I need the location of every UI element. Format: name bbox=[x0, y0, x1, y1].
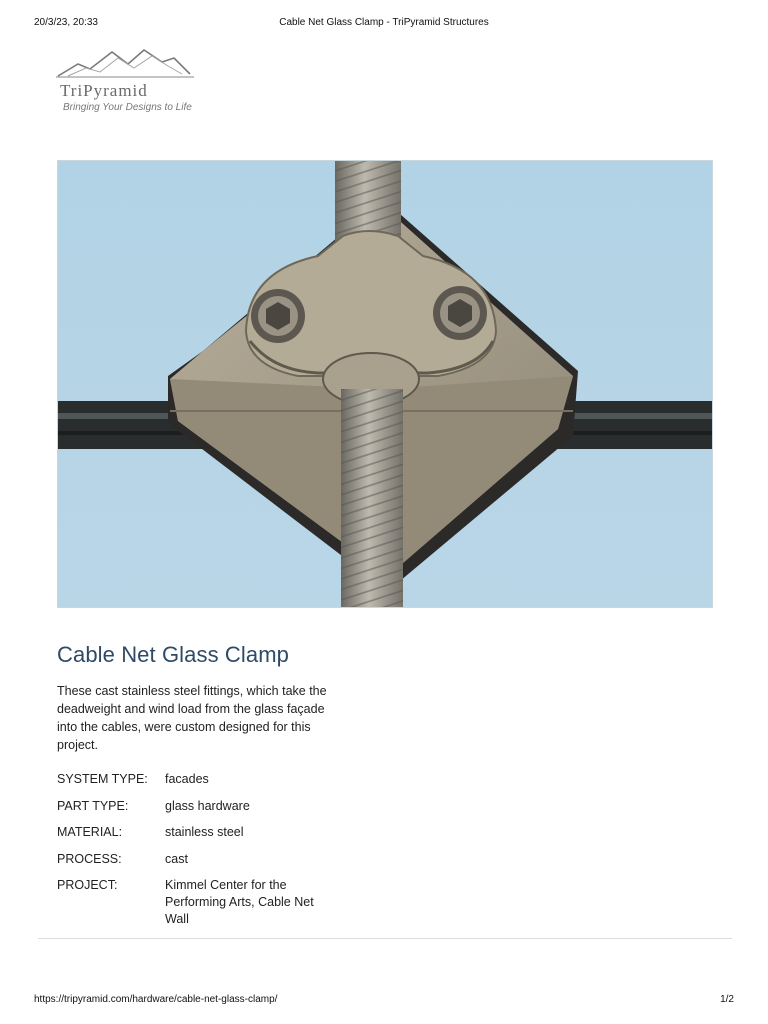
spec-value[interactable]: facades bbox=[165, 772, 209, 786]
spec-value[interactable]: glass hardware bbox=[165, 799, 250, 813]
section-divider bbox=[38, 938, 732, 939]
spec-label: PART TYPE: bbox=[57, 799, 129, 813]
spec-value[interactable]: cast bbox=[165, 852, 188, 866]
spec-value[interactable]: Kimmel Center for the Performing Arts, Cable Net Wall bbox=[165, 878, 314, 926]
print-datetime: 20/3/23, 20:33 bbox=[34, 17, 98, 28]
brand-name: TriPyramid bbox=[60, 81, 148, 100]
spec-label: PROCESS: bbox=[57, 852, 122, 866]
spec-value[interactable]: stainless steel bbox=[165, 825, 244, 839]
cable-clamp-photo bbox=[58, 161, 713, 608]
print-footer bbox=[0, 994, 768, 1008]
print-header bbox=[0, 17, 768, 31]
mountain-peaks-icon bbox=[56, 44, 196, 80]
spec-label: PROJECT: bbox=[57, 878, 118, 892]
product-title: Cable Net Glass Clamp bbox=[57, 642, 289, 667]
print-page-title: Cable Net Glass Clamp - TriPyramid Structures bbox=[279, 17, 489, 28]
product-description: These cast stainless steel fittings, which take the deadweight and wind load from the glass façade into the cables, were custom designed for this project. bbox=[57, 684, 327, 752]
spec-label: SYSTEM TYPE: bbox=[57, 772, 148, 786]
brand-tagline: Bringing Your Designs to Life bbox=[63, 102, 192, 113]
page-url[interactable]: https://tripyramid.com/hardware/cable-net-glass-clamp/ bbox=[34, 994, 278, 1005]
page-number: 1/2 bbox=[720, 994, 734, 1005]
brand-logo[interactable] bbox=[56, 44, 196, 118]
spec-label: MATERIAL: bbox=[57, 825, 123, 839]
product-photo bbox=[57, 160, 713, 608]
